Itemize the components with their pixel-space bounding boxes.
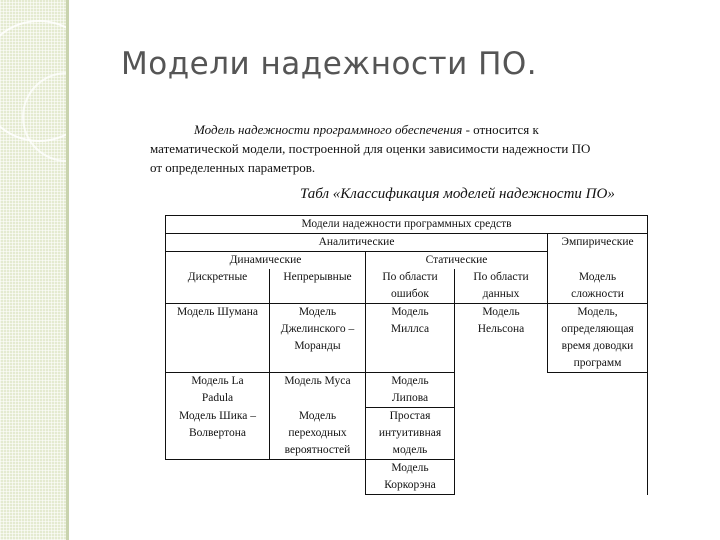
table-cell-empty: [548, 252, 648, 270]
classification-table-wrapper: [165, 215, 648, 495]
defined-term: Модель надежности программного обеспечения: [194, 122, 463, 137]
table-cell-continuous: Непрерывные: [270, 269, 366, 304]
table-cell-complexity-model: Модель сложности: [548, 269, 648, 304]
table-row: [166, 234, 648, 252]
table-cell-shick: Модель Шика – Волвертона: [166, 408, 270, 460]
table-cell-empty: [166, 460, 366, 495]
table-row: [166, 304, 648, 373]
table-cell-corcoran: Модель Коркорэна: [366, 460, 455, 495]
table-row: [166, 252, 648, 270]
table-cell-empty: [455, 373, 548, 495]
decorative-side-band: [0, 0, 66, 540]
table-cell-jelinski: Модель Джелинского – Моранды: [270, 304, 366, 373]
table-caption: Табл «Классификация моделей надежности ПО»: [300, 186, 615, 202]
table-cell-mills: Модель Миллса: [366, 304, 455, 373]
table-cell-lipov: Модель Липова: [366, 373, 455, 408]
table-cell-data-domain: По области данных: [455, 269, 548, 304]
table-cell-empirical: Эмпирические: [548, 234, 648, 252]
table-cell-dynamic: Динамические: [166, 252, 366, 270]
intro-text: - относится к: [462, 122, 539, 137]
table-cell-debug-time-model: Модель, определяющая время доводки программ: [548, 304, 648, 373]
table-row: [166, 269, 648, 304]
table-cell-static: Статические: [366, 252, 548, 270]
table-cell-musa: Модель Муса: [270, 373, 366, 408]
table-cell-empty: [548, 373, 648, 495]
slide-title: Модели надежности ПО.: [121, 46, 538, 82]
table-cell-lapadula: Модель La Padula: [166, 373, 270, 408]
table-cell-shuman: Модель Шумана: [166, 304, 270, 373]
table-cell-error-domain: По области ошибок: [366, 269, 455, 304]
table-row: [166, 373, 648, 408]
classification-table: [165, 215, 648, 495]
table-row: [166, 216, 648, 234]
table-cell-nelson: Модель Нельсона: [455, 304, 548, 373]
intro-text: от определенных параметров.: [150, 160, 316, 175]
table-cell-discrete: Дискретные: [166, 269, 270, 304]
table-cell-analytic: Аналитические: [166, 234, 548, 252]
intro-paragraph: [150, 120, 694, 177]
table-cell-transition-prob: Модель переходных вероятностей: [270, 408, 366, 460]
side-band-edge: [66, 0, 69, 540]
table-cell-intuitive: Простая интуитивная модель: [366, 408, 455, 460]
intro-text: математической модели, построенной для оценки зависимости надежности ПО: [150, 141, 591, 156]
table-cell-root: Модели надежности программных средств: [166, 216, 648, 234]
